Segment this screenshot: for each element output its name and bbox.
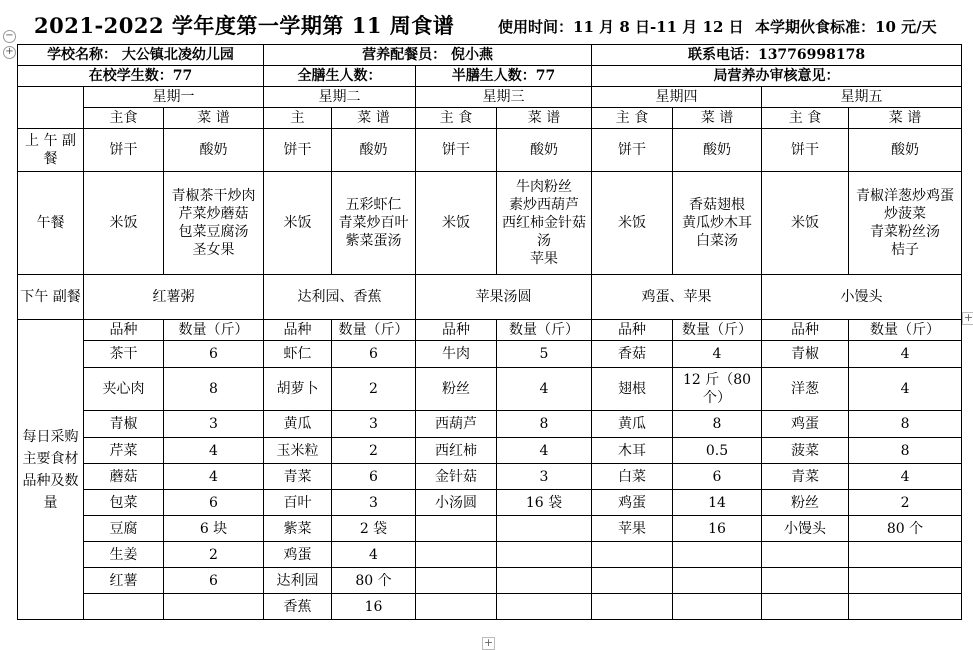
purchase-item: 胡萝卜: [264, 368, 332, 411]
day-wed: 星期三: [416, 87, 592, 108]
purchase-item: 鸡蛋: [762, 411, 849, 438]
review-opinion: 局营养办审核意见：: [592, 66, 962, 87]
purchase-label: 每日采购主要食材品种及数量: [18, 320, 84, 620]
purchase-item: 茶干: [84, 341, 164, 368]
purchase-row: [18, 516, 962, 542]
purchase-item: [592, 594, 673, 620]
purchase-item: 菠菜: [762, 438, 849, 464]
purchase-item: [762, 594, 849, 620]
item-col-header: 品种: [416, 320, 497, 341]
lunch-dishes-tue: [332, 172, 416, 275]
am-snack-dish: 酸奶: [849, 129, 962, 172]
lunch-staple: 米饭: [416, 172, 497, 275]
lunch-staple: 米饭: [592, 172, 673, 275]
am-snack-staple: 饼干: [762, 129, 849, 172]
purchase-item: 小馒头: [762, 516, 849, 542]
purchase-qty: 4: [673, 341, 762, 368]
lunch-dishes-fri: [849, 172, 962, 275]
purchase-row: [18, 341, 962, 368]
purchase-item: 小汤圆: [416, 490, 497, 516]
lunch-dishes-wed: [497, 172, 592, 275]
purchase-qty: [164, 594, 264, 620]
pm-snack-wed: 苹果汤圆: [416, 275, 592, 320]
purchase-qty: [849, 594, 962, 620]
purchase-qty: 6: [164, 341, 264, 368]
purchase-qty: 4: [497, 438, 592, 464]
meal-standard: 本学期伙食标准：10 元/天: [755, 18, 937, 36]
purchase-item: 芹菜: [84, 438, 164, 464]
purchase-qty: 6: [673, 464, 762, 490]
staple-header: 主 食: [762, 108, 849, 129]
purchase-qty: [673, 568, 762, 594]
purchase-qty: 3: [164, 411, 264, 438]
purchase-item: 玉米粒: [264, 438, 332, 464]
purchase-row: [18, 568, 962, 594]
purchase-qty: 2: [332, 438, 416, 464]
purchase-qty: [673, 594, 762, 620]
purchase-row: [18, 368, 962, 411]
purchase-item: 青椒: [84, 411, 164, 438]
lunch-staple: 米饭: [762, 172, 849, 275]
purchase-qty: 2 袋: [332, 516, 416, 542]
dish-item: 牛肉粉丝: [516, 179, 573, 195]
purchase-qty: 12 斤（80 个）: [673, 368, 762, 411]
lunch-row: [18, 172, 962, 275]
day-fri: 星期五: [762, 87, 962, 108]
dish-item: 炒菠菜: [884, 206, 927, 222]
pm-snack-row: [18, 275, 962, 320]
pm-snack-thu: 鸡蛋、苹果: [592, 275, 762, 320]
dish-header: 菜 谱: [164, 108, 264, 129]
am-snack-label: 上 午 副餐: [18, 129, 84, 172]
dish-header: 菜 谱: [332, 108, 416, 129]
purchase-header-row: [18, 320, 962, 341]
purchase-item: [762, 568, 849, 594]
dish-item: 青椒洋葱炒鸡蛋: [856, 188, 955, 204]
purchase-item: 夹心肉: [84, 368, 164, 411]
qty-col-header: 数量（斤）: [497, 320, 592, 341]
dish-item: 香菇翅根: [689, 197, 746, 213]
purchase-qty: 2: [164, 542, 264, 568]
purchase-qty: 2: [332, 368, 416, 411]
purchase-qty: 16 袋: [497, 490, 592, 516]
staple-header: 主 食: [416, 108, 497, 129]
purchase-item: 西红柿: [416, 438, 497, 464]
qty-col-header: 数量（斤）: [332, 320, 416, 341]
purchase-qty: 8: [164, 368, 264, 411]
add-row-icon[interactable]: +: [483, 636, 494, 649]
purchase-qty: 3: [497, 464, 592, 490]
usage-period: 使用时间：11 月 8 日-11 月 12 日: [498, 18, 744, 36]
lunch-dishes-thu: [673, 172, 762, 275]
purchase-qty: 16: [673, 516, 762, 542]
qty-col-header: 数量（斤）: [673, 320, 762, 341]
purchase-row: [18, 594, 962, 620]
purchase-qty: 14: [673, 490, 762, 516]
full-meal-count: 全膳生人数：: [264, 66, 416, 87]
purchase-qty: 2: [849, 490, 962, 516]
am-snack-dish: 酸奶: [497, 129, 592, 172]
page-title: 2021-2022 学年度第一学期第 11 周食谱: [34, 13, 455, 38]
purchase-row: [18, 438, 962, 464]
purchase-qty: 4: [497, 368, 592, 411]
dish-item: 西红柿金针菇汤: [502, 215, 587, 249]
purchase-item: 白菜: [592, 464, 673, 490]
item-col-header: 品种: [762, 320, 849, 341]
item-col-header: 品种: [264, 320, 332, 341]
purchase-item: 牛肉: [416, 341, 497, 368]
purchase-qty: 6: [332, 464, 416, 490]
day-header-row: [18, 87, 962, 108]
dish-item: 紫菜蛋汤: [345, 233, 402, 249]
purchase-item: [592, 542, 673, 568]
am-snack-staple: 饼干: [416, 129, 497, 172]
purchase-item: 苹果: [592, 516, 673, 542]
table-resize-handle-icon[interactable]: +: [963, 311, 973, 324]
purchase-item: 生姜: [84, 542, 164, 568]
purchase-qty: 16: [332, 594, 416, 620]
purchase-item: 香菇: [592, 341, 673, 368]
purchase-qty: 3: [332, 411, 416, 438]
purchase-item: 红薯: [84, 568, 164, 594]
purchase-qty: [497, 568, 592, 594]
dish-item: 青菜炒百叶: [338, 215, 409, 231]
purchase-item: 西葫芦: [416, 411, 497, 438]
dish-item: 五彩虾仁: [345, 197, 402, 213]
dish-header: 菜 谱: [673, 108, 762, 129]
purchase-item: 达利园: [264, 568, 332, 594]
purchase-item: [592, 568, 673, 594]
purchase-qty: [673, 542, 762, 568]
staple-header: 主食: [84, 108, 164, 129]
purchase-qty: 0.5: [673, 438, 762, 464]
half-meal-count: 半膳生人数：77: [416, 66, 592, 87]
purchase-item: 粉丝: [416, 368, 497, 411]
subheader-row: [18, 108, 962, 129]
lunch-staple: 米饭: [264, 172, 332, 275]
dish-item: 青菜粉丝汤: [870, 224, 941, 240]
pm-snack-mon: 红薯粥: [84, 275, 264, 320]
dish-item: 苹果: [530, 251, 559, 267]
purchase-item: 青菜: [762, 464, 849, 490]
am-snack-dish: 酸奶: [164, 129, 264, 172]
purchase-item: 木耳: [592, 438, 673, 464]
qty-col-header: 数量（斤）: [164, 320, 264, 341]
purchase-qty: 80 个: [849, 516, 962, 542]
purchase-item: 黄瓜: [264, 411, 332, 438]
lunch-dishes-mon: [164, 172, 264, 275]
expand-icon[interactable]: +: [3, 46, 16, 59]
purchase-item: 蘑菇: [84, 464, 164, 490]
lunch-staple: 米饭: [84, 172, 164, 275]
purchase-qty: 4: [849, 368, 962, 411]
purchase-item: 金针菇: [416, 464, 497, 490]
purchase-qty: 80 个: [332, 568, 416, 594]
dish-header: 菜 谱: [497, 108, 592, 129]
am-snack-row: [18, 129, 962, 172]
info-row-2: [18, 66, 962, 87]
purchase-item: 香蕉: [264, 594, 332, 620]
purchase-item: [416, 542, 497, 568]
purchase-qty: 8: [849, 411, 962, 438]
purchase-row: [18, 464, 962, 490]
purchase-item: 虾仁: [264, 341, 332, 368]
purchase-qty: [849, 542, 962, 568]
menu-table: [17, 44, 962, 620]
pm-snack-tue: 达利园、香蕉: [264, 275, 416, 320]
staple-header: 主: [264, 108, 332, 129]
purchase-qty: 8: [849, 438, 962, 464]
purchase-qty: 3: [332, 490, 416, 516]
dish-item: 素炒西葫芦: [509, 197, 580, 213]
purchase-qty: [497, 594, 592, 620]
staple-header: 主 食: [592, 108, 673, 129]
purchase-item: 洋葱: [762, 368, 849, 411]
dish-item: 芹菜炒蘑菇: [178, 206, 249, 222]
purchase-row: [18, 411, 962, 438]
dish-item: 桔子: [891, 242, 920, 258]
day-tue: 星期二: [264, 87, 416, 108]
purchase-qty: 8: [673, 411, 762, 438]
purchase-qty: 4: [849, 464, 962, 490]
purchase-item: 豆腐: [84, 516, 164, 542]
am-snack-dish: 酸奶: [332, 129, 416, 172]
lunch-label: 午餐: [18, 172, 84, 275]
dish-item: 圣女果: [192, 242, 235, 258]
purchase-item: 翅根: [592, 368, 673, 411]
purchase-item: [416, 568, 497, 594]
purchase-qty: [497, 542, 592, 568]
purchase-qty: 8: [497, 411, 592, 438]
am-snack-staple: 饼干: [264, 129, 332, 172]
purchase-item: 紫菜: [264, 516, 332, 542]
school-name: 学校名称： 大公镇北凌幼儿园: [18, 45, 264, 66]
dish-item: 黄瓜炒木耳: [682, 215, 753, 231]
purchase-qty: 6: [164, 568, 264, 594]
dish-header: 菜 谱: [849, 108, 962, 129]
am-snack-staple: 饼干: [84, 129, 164, 172]
purchase-qty: 4: [849, 341, 962, 368]
purchase-qty: 4: [164, 464, 264, 490]
item-col-header: 品种: [592, 320, 673, 341]
purchase-qty: 6 块: [164, 516, 264, 542]
student-count: 在校学生数：77: [18, 66, 264, 87]
document-header: [18, 0, 968, 44]
purchase-item: 鸡蛋: [264, 542, 332, 568]
dish-item: 青椒茶干炒肉: [171, 188, 256, 204]
purchase-item: 黄瓜: [592, 411, 673, 438]
purchase-item: [416, 594, 497, 620]
purchase-item: 青椒: [762, 341, 849, 368]
purchase-row: [18, 542, 962, 568]
pm-snack-label: 下午 副餐: [18, 275, 84, 320]
purchase-qty: 6: [332, 341, 416, 368]
purchase-qty: 5: [497, 341, 592, 368]
corner-cell: [18, 87, 84, 129]
collapse-icon[interactable]: −: [3, 30, 16, 43]
purchase-qty: 4: [164, 438, 264, 464]
purchase-qty: [849, 568, 962, 594]
purchase-item: 粉丝: [762, 490, 849, 516]
day-mon: 星期一: [84, 87, 264, 108]
contact-phone: 联系电话：13776998178: [592, 45, 962, 66]
purchase-item: 青菜: [264, 464, 332, 490]
am-snack-dish: 酸奶: [673, 129, 762, 172]
info-row-1: [18, 45, 962, 66]
am-snack-staple: 饼干: [592, 129, 673, 172]
purchase-item: [84, 594, 164, 620]
dish-item: 白菜汤: [696, 233, 739, 249]
purchase-row: [18, 490, 962, 516]
purchase-item: 百叶: [264, 490, 332, 516]
qty-col-header: 数量（斤）: [849, 320, 962, 341]
purchase-item: [762, 542, 849, 568]
dish-item: 包菜豆腐汤: [178, 224, 249, 240]
item-col-header: 品种: [84, 320, 164, 341]
day-thu: 星期四: [592, 87, 762, 108]
purchase-item: 包菜: [84, 490, 164, 516]
purchase-item: 鸡蛋: [592, 490, 673, 516]
purchase-item: [416, 516, 497, 542]
purchase-qty: 6: [164, 490, 264, 516]
nutritionist: 营养配餐员： 倪小燕: [264, 45, 592, 66]
purchase-qty: 4: [332, 542, 416, 568]
purchase-qty: [497, 516, 592, 542]
pm-snack-fri: 小馒头: [762, 275, 962, 320]
